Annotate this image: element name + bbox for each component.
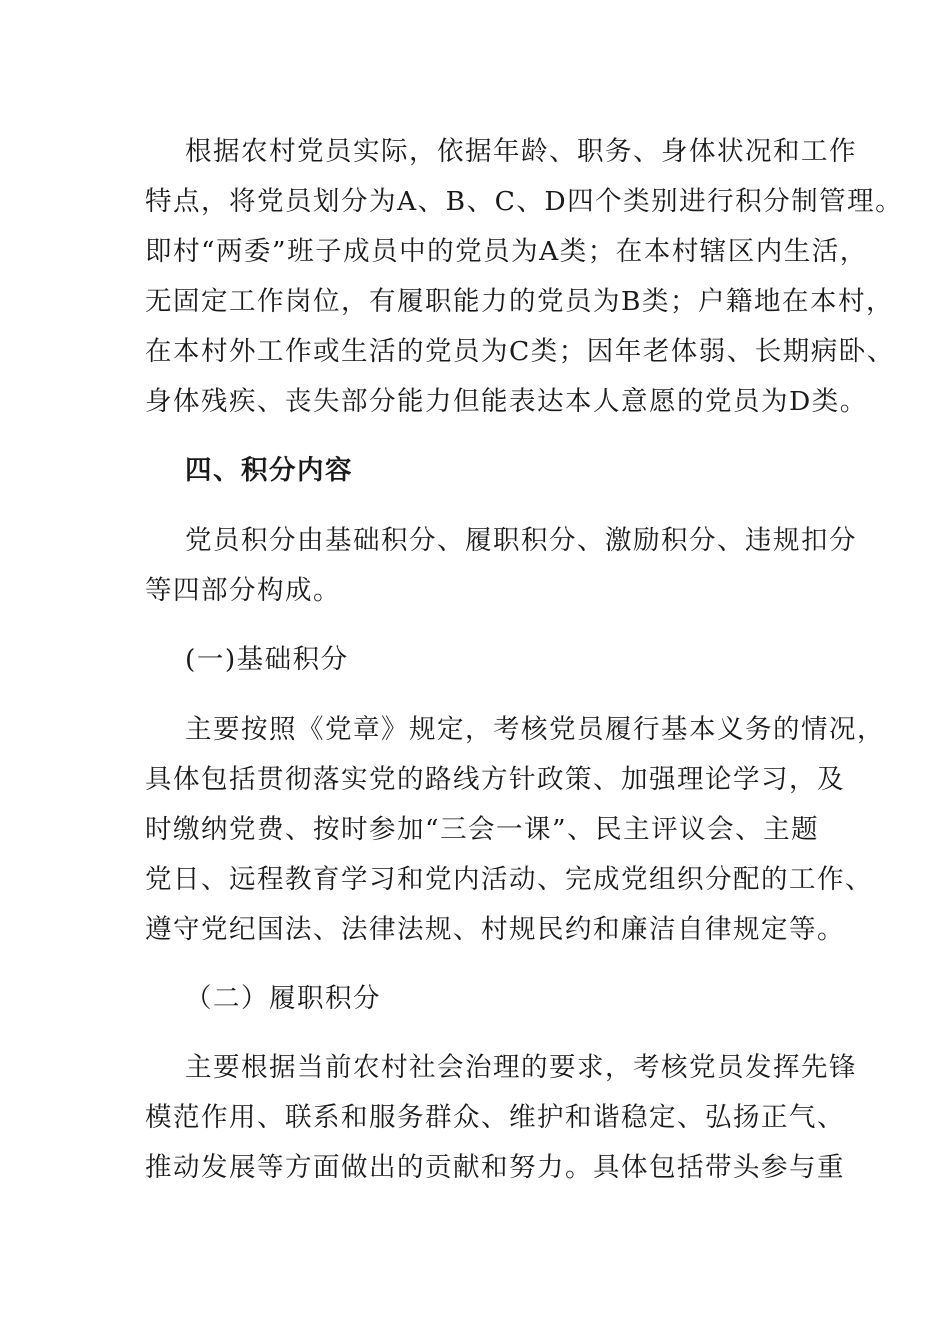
paragraph-line: 在本村外工作或生活的党员为C类；因年老体弱、长期病卧、 <box>145 336 895 367</box>
section-heading: 四、积分内容 <box>185 455 353 486</box>
paragraph-line: 特点，将党员划分为A、B、C、D四个类别进行积分制管理。 <box>145 186 904 217</box>
paragraph-line: 党日、远程教育学习和党内活动、完成党组织分配的工作、 <box>145 864 873 895</box>
paragraph-line: 主要按照《党章》规定，考核党员履行基本义务的情况， <box>185 714 885 745</box>
paragraph-line: 无固定工作岗位，有履职能力的党员为B类；户籍地在本村， <box>145 286 894 317</box>
paragraph-line: 即村“两委”班子成员中的党员为A类；在本村辖区内生活， <box>145 236 868 267</box>
paragraph-line: 推动发展等方面做出的贡献和努力。具体包括带头参与重 <box>145 1152 845 1183</box>
paragraph-line: 遵守党纪国法、法律法规、村规民约和廉洁自律规定等。 <box>145 914 845 945</box>
paragraph-line: 等四部分构成。 <box>145 575 341 606</box>
subsection-heading: (一)基础积分 <box>185 644 349 675</box>
paragraph-line: 时缴纳党费、按时参加“三会一课”、民主评议会、主题 <box>145 814 820 845</box>
paragraph-line: 具体包括贯彻落实党的路线方针政策、加强理论学习，及 <box>145 764 845 795</box>
paragraph-line: 根据农村党员实际，依据年龄、职务、身体状况和工作 <box>185 136 857 167</box>
paragraph-line: 党员积分由基础积分、履职积分、激励积分、违规扣分 <box>185 525 857 556</box>
subsection-heading: （二）履职积分 <box>185 983 381 1014</box>
paragraph-line: 主要根据当前农村社会治理的要求，考核党员发挥先锋 <box>185 1052 857 1083</box>
paragraph-line: 模范作用、联系和服务群众、维护和谐稳定、弘扬正气、 <box>145 1102 845 1133</box>
paragraph-line: 身体残疾、丧失部分能力但能表达本人意愿的党员为D类。 <box>145 386 868 417</box>
